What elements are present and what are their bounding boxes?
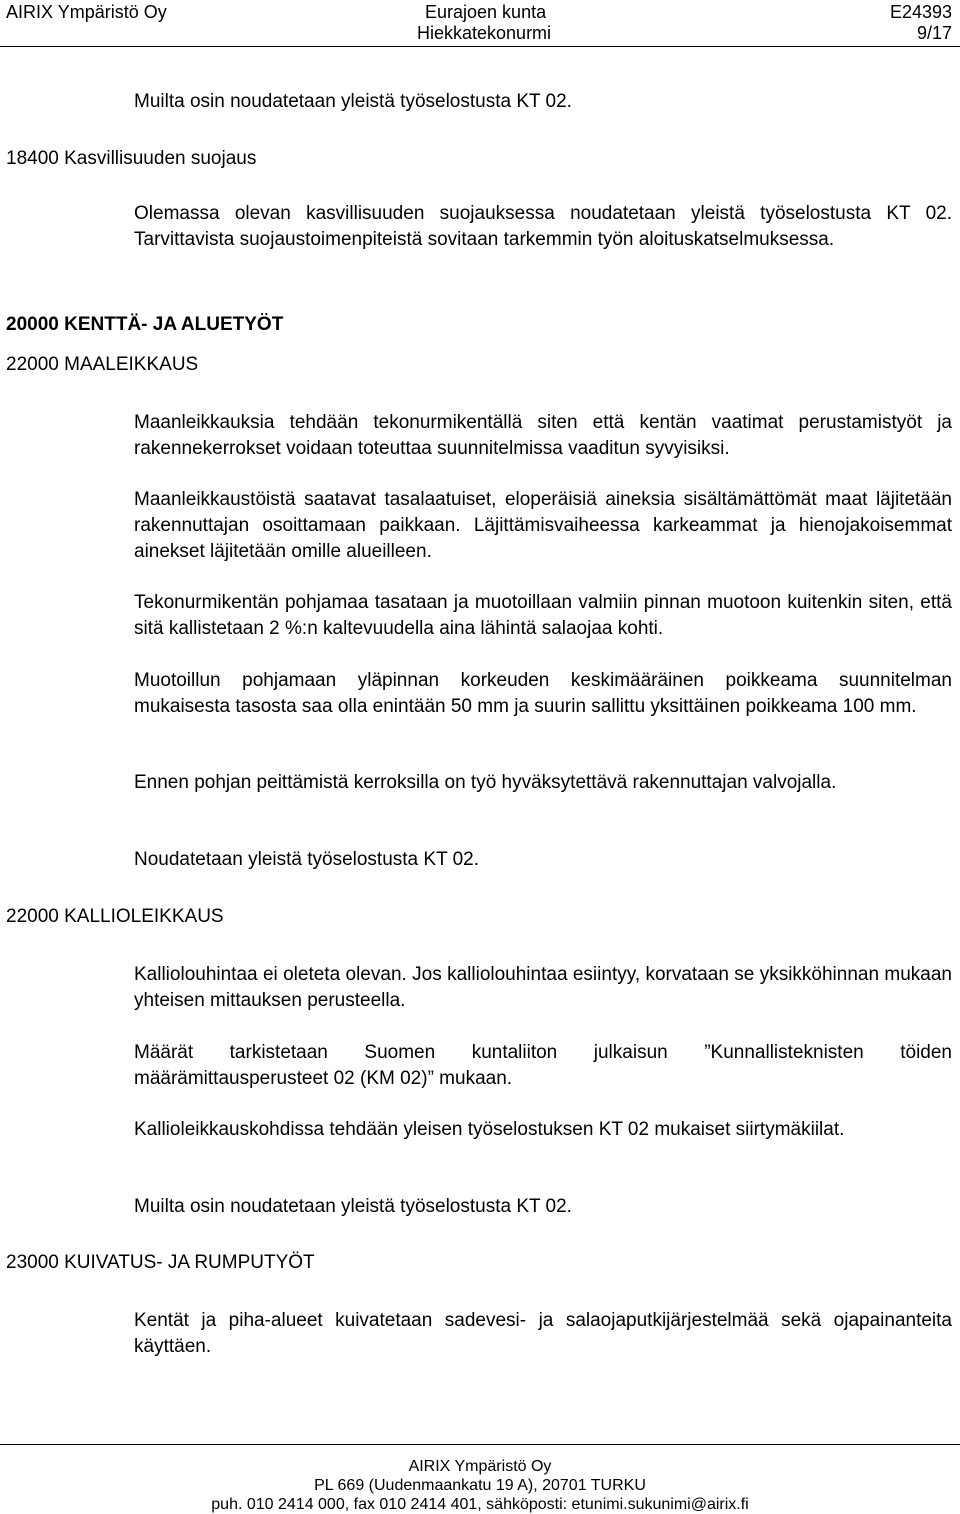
footer-divider xyxy=(0,1444,960,1445)
header-project: Hiekkatekonurmi xyxy=(417,23,552,43)
footer-address: PL 669 (Uudenmaankatu 19 A), 20701 TURKU xyxy=(314,1477,646,1494)
paragraph-maaleikkaus-1: Maanleikkauksia tehdään tekonurmikentällä siten että kentän vaatimat perustamistyöt ja rakennekerrokset voidaan toteuttaa suunnitelmissa vaaditun syvyisiksi. xyxy=(134,412,952,459)
footer-contact: puh. 010 2414 000, fax 010 2414 401, sähköposti: etunimi.sukunimi@airix.fi xyxy=(211,1496,749,1513)
header-page-number: 9/17 xyxy=(916,23,952,43)
paragraph-kallioleikkaus-4: Muilta osin noudatetaan yleistä työselostusta KT 02. xyxy=(134,1196,572,1217)
paragraph-maaleikkaus-4: Muotoillun pohjamaan yläpinnan korkeuden keskimääräinen poikkeama suunnitelman mukaisesta tasosta saa olla enintään 50 mm ja suurin sallittu yksittäinen poikkeama 100 mm. xyxy=(134,670,952,717)
paragraph-intro: Muilta osin noudatetaan yleistä työselostusta KT 02. xyxy=(134,91,572,112)
heading-23000: 23000 KUIVATUS- JA RUMPUTYÖT xyxy=(6,1252,315,1273)
paragraph-18400: Olemassa olevan kasvillisuuden suojauksessa noudatetaan yleistä työselostusta KT 02. Tarvittavista suojaustoimenpiteistä sovitaan tarkemmin työn aloituskatselmuksessa. xyxy=(134,203,952,250)
paragraph-maaleikkaus-5: Ennen pohjan peittämistä kerroksilla on työ hyväksytettävä rakennuttajan valvojalla. xyxy=(134,772,837,793)
heading-22000-kallioleikkaus: 22000 KALLIOLEIKKAUS xyxy=(6,906,224,927)
header-company: AIRIX Ympäristö Oy xyxy=(6,2,167,22)
paragraph-kallioleikkaus-1: Kalliolouhintaa ei oleteta olevan. Jos kalliolouhintaa esiintyy, korvataan se yksikköhinnan mukaan yhteisen mittauksen perusteella. xyxy=(134,964,952,1011)
paragraph-maaleikkaus-3: Tekonurmikentän pohjamaa tasataan ja muotoillaan valmiin pinnan muotoon kuitenkin siten, että sitä kallistetaan 2 %:n kaltevuudella aina lähintä salaojaa kohti. xyxy=(134,592,952,639)
heading-22000-maaleikkaus: 22000 MAALEIKKAUS xyxy=(6,354,199,375)
heading-18400: 18400 Kasvillisuuden suojaus xyxy=(6,148,257,169)
paragraph-23000: Kentät ja piha-alueet kuivatetaan sadevesi- ja salaojaputkijärjestelmää sekä ojapainanteita käyttäen. xyxy=(134,1310,952,1357)
header-doc-id: E24393 xyxy=(889,2,952,22)
heading-20000: 20000 KENTTÄ- JA ALUETYÖT xyxy=(6,314,284,335)
paragraph-maaleikkaus-6: Noudatetaan yleistä työselostusta KT 02. xyxy=(134,849,480,870)
paragraph-maaleikkaus-2: Maanleikkaustöistä saatavat tasalaatuiset, eloperäisiä aineksia sisältämättömät maat läjitetään rakennuttajan osoittamaan paikkaan. Läjittämisvaiheessa karkeammat ja hienojakoisemmat ainekset läjitetään omille alueilleen. xyxy=(134,489,952,562)
header-municipality: Eurajoen kunta xyxy=(425,2,547,22)
paragraph-kallioleikkaus-2: Määrät tarkistetaan Suomen kuntaliiton julkaisun ”Kunnallisteknisten töiden määrämittausperusteet 02 (KM 02)” mukaan. xyxy=(134,1042,952,1089)
footer-company: AIRIX Ympäristö Oy xyxy=(408,1458,552,1475)
page-header xyxy=(0,0,960,47)
paragraph-kallioleikkaus-3: Kallioleikkauskohdissa tehdään yleisen työselostuksen KT 02 mukaiset siirtymäkiilat. xyxy=(134,1119,845,1140)
